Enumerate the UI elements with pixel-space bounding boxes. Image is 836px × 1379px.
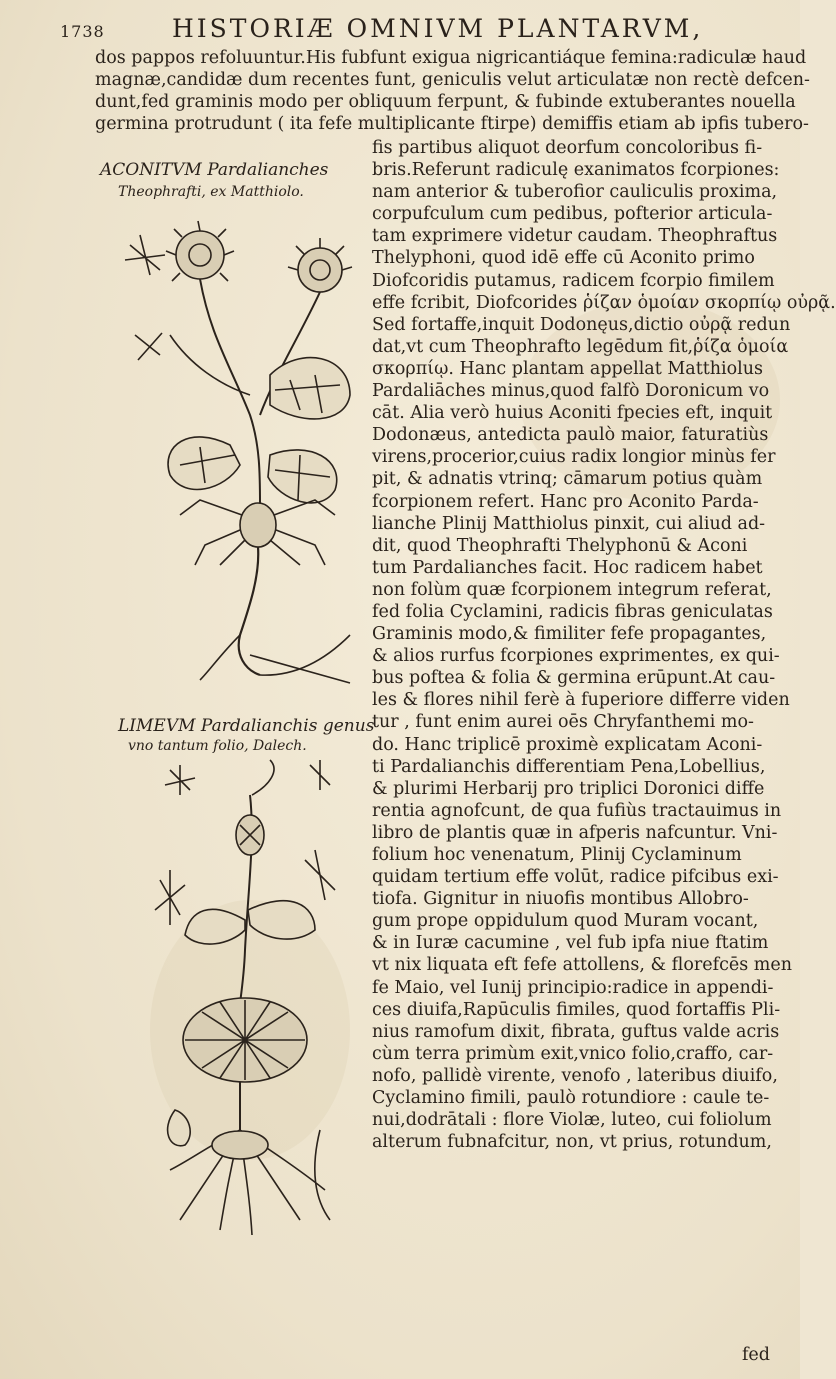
limeum-woodcut-illustration bbox=[140, 750, 360, 1250]
text-line: tur , funt enim aurei oēs Chryfanthemi mo- bbox=[372, 712, 754, 733]
figure2-caption-source: vno tantum folio, Dalech. bbox=[128, 738, 307, 754]
text-line: Graminis modo,& fimiliter fefe propagantes, bbox=[372, 624, 767, 645]
figure2-caption-title: LIMEVM Pardalianchis genus bbox=[118, 716, 375, 736]
flower-head-icon bbox=[288, 238, 352, 292]
text-line: bus poftea & folia & germina erūpunt.At cau- bbox=[372, 668, 776, 689]
page-number: 1738 bbox=[60, 22, 105, 41]
text-line: dat,vt cum Theophrafto legēdum fit,ῥίζα ὁμοία bbox=[372, 336, 789, 357]
text-line: do. Hanc triplicē proximè explicatam Aconi- bbox=[372, 734, 763, 755]
text-line: cùm terra primùm exit,vnico folio,craffo, car- bbox=[372, 1043, 774, 1064]
aconitum-woodcut-illustration bbox=[110, 215, 365, 695]
text-line: nui,dodrātali : flore Violæ, luteo, cui foliolum bbox=[372, 1110, 772, 1131]
full-width-paragraph bbox=[95, 47, 810, 135]
page-header bbox=[60, 14, 780, 50]
figure1-caption-source: Theophrafti, ex Matthiolo. bbox=[118, 184, 304, 200]
text-line: alterum fubnafcitur, non, vt prius, rotundum, bbox=[372, 1132, 772, 1153]
text-line: pit, & adnatis vtrinq; cāmarum potius quàm bbox=[372, 469, 763, 490]
text-line: germina protrudunt ( ita fefe multiplicante ftirpe) demiffis etiam ab ipfis tubero- bbox=[95, 114, 809, 134]
catchword: fed bbox=[741, 1345, 770, 1365]
text-line: Thelyphoni, quod idē effe cū Aconito primo bbox=[372, 248, 755, 269]
text-line: bris.Referunt radiculę exanimatos fcorpiones: bbox=[372, 160, 780, 181]
text-line: fe Maio, vel Iunij principio:radice in appendi- bbox=[372, 977, 774, 998]
round-leaf-icon bbox=[183, 998, 307, 1082]
text-line: & plurimi Herbarij pro triplici Doronici diffe bbox=[372, 778, 765, 799]
text-line: rentia agnofcunt, de qua fufiùs tractauimus in bbox=[372, 800, 782, 821]
text-line: effe fcribit, Diofcorides ῥίζαν ὁμοίαν σκορπίῳ οὐρᾷ. bbox=[372, 292, 836, 313]
text-line: Sed fortaffe,inquit Dodonęus,dictio οὐρᾷ redun bbox=[372, 314, 791, 335]
flower-head-icon bbox=[166, 221, 234, 281]
text-line: Diofcoridis putamus, radicem fcorpio fimilem bbox=[372, 270, 775, 291]
scorpion-root-icon bbox=[180, 500, 350, 683]
fibrous-root-icon bbox=[170, 1130, 325, 1235]
text-line: tiofa. Gignitur in niuofis montibus Allobro- bbox=[372, 889, 749, 910]
text-line: vt nix liquata eft fefe attollens, & florefcēs men bbox=[372, 955, 792, 976]
text-line: lianche Plinij Matthiolus pinxit, cui aliud ad- bbox=[372, 513, 766, 534]
text-line: Pardaliāches minus,quod falfò Doronicum vo bbox=[372, 381, 770, 402]
text-line: fcorpionem refert. Hanc pro Aconito Parda- bbox=[372, 491, 759, 512]
text-line: nofo, pallidè virente, venofo , lateribus diuifo, bbox=[372, 1065, 778, 1086]
text-line: Cyclamino fimili, paulò rotundiore : caule te- bbox=[372, 1088, 770, 1109]
text-line: corpufculum cum pedibus, pofterior articula- bbox=[372, 204, 773, 225]
figure1-caption-title: ACONITVM Pardalianches bbox=[100, 160, 329, 180]
text-line: ces diuifa,Rapūculis fimiles, quod fortaffis Pli- bbox=[372, 999, 781, 1020]
text-line: non folùm quæ fcorpionem integrum referat, bbox=[372, 579, 772, 600]
text-line: dit, quod Theophrafti Thelyphonū & Aconi bbox=[372, 535, 748, 556]
text-line: virens,procerior,cuius radix longior minùs fer bbox=[372, 447, 776, 468]
right-column-text bbox=[372, 137, 836, 1153]
text-line: tum Pardalianches facit. Hoc radicem habet bbox=[372, 557, 763, 578]
text-line: libro de plantis quæ in afperis nafcuntur. Vni- bbox=[372, 822, 778, 843]
text-line: fed folia Cyclamini, radicis fibras geniculatas bbox=[372, 601, 773, 622]
running-title: HISTORIÆ OMNIVM PLANTARVM, bbox=[172, 14, 704, 43]
text-line: & alios rurfus fcorpiones exprimentes, ex qui- bbox=[372, 646, 780, 667]
text-line: nius ramofum dixit, fibrata, guftus valde acris bbox=[372, 1021, 780, 1042]
text-line: gum prope oppidulum quod Muram vocant, bbox=[372, 911, 759, 932]
text-line: & in Iuræ cacumine , vel fub ipfa niue ftatim bbox=[372, 933, 769, 954]
text-line: folium hoc venenatum, Plinij Cyclaminum bbox=[372, 845, 742, 865]
text-line: dos pappos refoluuntur.His fubfunt exigua nigricantiáque femina:radiculæ haud bbox=[95, 48, 807, 68]
text-line: ti Pardalianchis differentiam Pena,Lobellius, bbox=[372, 756, 766, 777]
text-line: dunt,fed graminis modo per obliquum ferpunt, & fubinde extuberantes nouella bbox=[95, 92, 796, 112]
text-line: σκορπίῳ. Hanc plantam appellat Matthiolus bbox=[372, 358, 764, 379]
text-line: fis partibus aliquot deorfum concoloribus fi- bbox=[372, 138, 763, 158]
text-line: Dodonæus, antedicta paulò maior, faturatiùs bbox=[372, 425, 769, 446]
text-line: nam anterior & tuberofior cauliculis proxima, bbox=[372, 182, 778, 203]
text-line: cāt. Alia verò huius Aconiti fpecies eft, inquit bbox=[372, 403, 773, 424]
text-line: quidam tertium effe volūt, radice pifcibus exi- bbox=[372, 867, 779, 888]
text-line: les & flores nihil ferè à fuperiore differre viden bbox=[372, 690, 790, 711]
text-line: tam exprimere videtur caudam. Theophraftus bbox=[372, 226, 778, 247]
text-line: magnæ,candidæ dum recentes funt, geniculis velut articulatæ non rectè defcen- bbox=[95, 70, 810, 90]
